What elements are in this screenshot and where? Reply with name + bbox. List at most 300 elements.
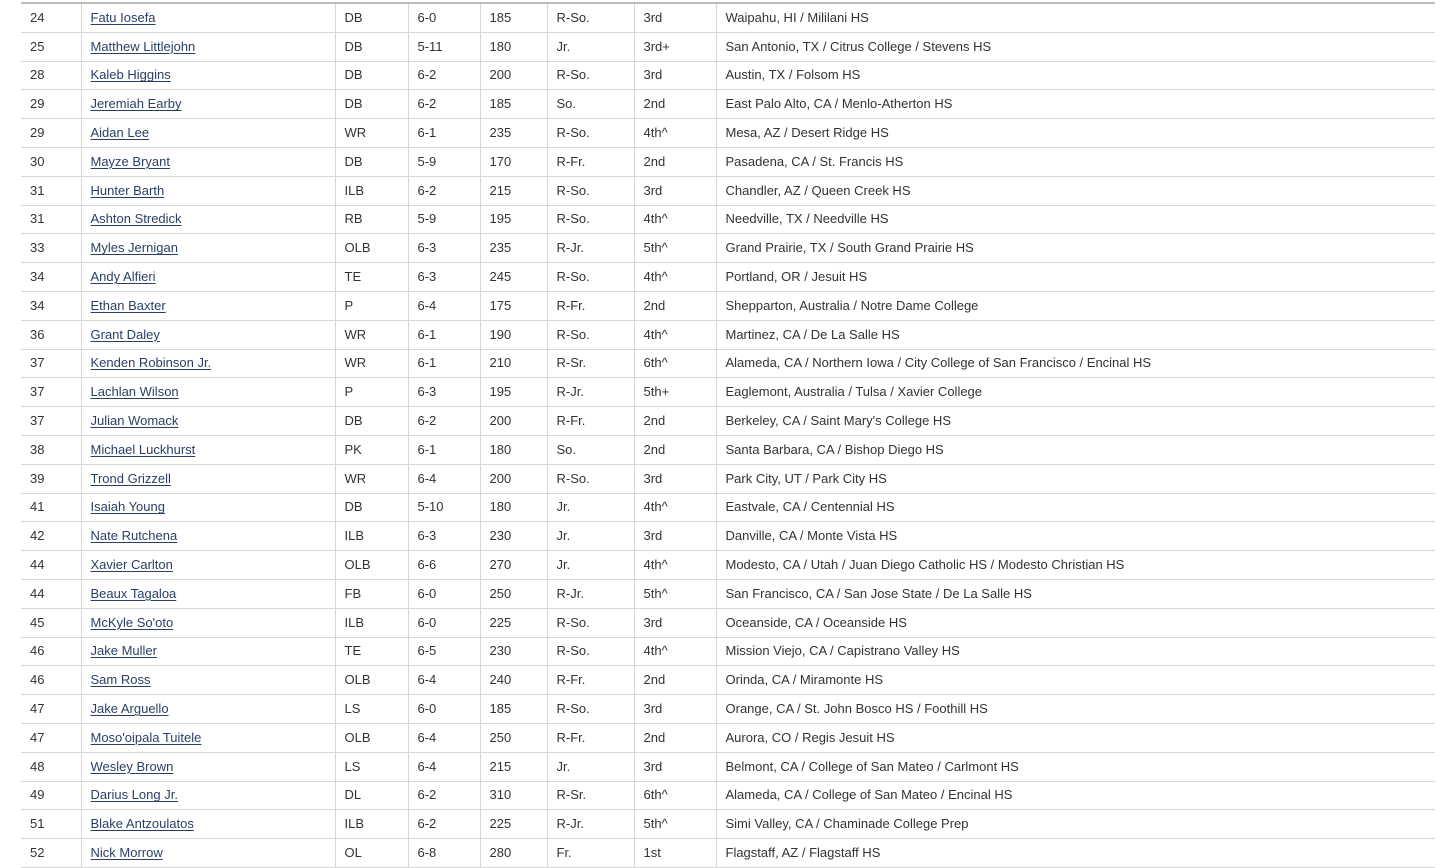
table-row: [21, 723, 1435, 752]
height: 6-4: [408, 464, 480, 493]
hometown: Mesa, AZ / Desert Ridge HS: [716, 119, 1435, 148]
height: 5-9: [408, 205, 480, 234]
player-name-link[interactable]: Nick Morrow: [90, 845, 163, 860]
player-name-cell: [81, 378, 335, 407]
jersey-number: 36: [21, 320, 81, 349]
player-name-link[interactable]: Isaiah Young: [90, 499, 165, 515]
roster-body: [21, 3, 1435, 867]
height: 6-0: [408, 3, 480, 32]
position: OLB: [335, 551, 408, 580]
position: DB: [335, 147, 408, 176]
player-name-cell: [81, 263, 335, 292]
weight: 235: [480, 234, 547, 263]
player-name-cell: [81, 234, 335, 263]
position: OLB: [335, 666, 408, 695]
table-row: [21, 291, 1435, 320]
jersey-number: 47: [21, 695, 81, 724]
jersey-number: 46: [21, 666, 81, 695]
table-row: [21, 435, 1435, 464]
position: RB: [335, 205, 408, 234]
table-row: [21, 752, 1435, 781]
player-name-link[interactable]: Hunter Barth: [90, 182, 165, 198]
player-name-cell: [81, 3, 335, 32]
table-row: [21, 666, 1435, 695]
height: 6-3: [408, 378, 480, 407]
table-row: [21, 147, 1435, 176]
height: 6-1: [408, 320, 480, 349]
player-name-link[interactable]: Fatu Iosefa: [90, 9, 156, 25]
experience: 2nd: [634, 407, 716, 436]
position: WR: [335, 320, 408, 349]
jersey-number: 47: [21, 723, 81, 752]
player-name-link[interactable]: Blake Antzoulatos: [90, 816, 194, 832]
player-name-link[interactable]: Trond Grizzell: [90, 470, 171, 486]
height: 5-10: [408, 493, 480, 522]
class-year: R-Sr.: [547, 781, 634, 810]
roster-table: [21, 2, 1435, 868]
weight: 195: [480, 378, 547, 407]
player-name-cell: [81, 810, 335, 839]
position: P: [335, 291, 408, 320]
class-year: Jr.: [547, 522, 634, 551]
experience: 4th^: [634, 263, 716, 292]
jersey-number: 41: [21, 493, 81, 522]
class-year: R-Jr.: [547, 378, 634, 407]
table-row: [21, 781, 1435, 810]
position: ILB: [335, 810, 408, 839]
class-year: R-Jr.: [547, 579, 634, 608]
jersey-number: 28: [21, 61, 81, 90]
hometown: Santa Barbara, CA / Bishop Diego HS: [716, 435, 1435, 464]
position: LS: [335, 695, 408, 724]
player-name-cell: [81, 839, 335, 868]
player-name-cell: [81, 435, 335, 464]
position: DB: [335, 32, 408, 61]
hometown: Danville, CA / Monte Vista HS: [716, 522, 1435, 551]
hometown: Portland, OR / Jesuit HS: [716, 263, 1435, 292]
class-year: R-Fr.: [547, 147, 634, 176]
experience: 5th^: [634, 234, 716, 263]
hometown: Belmont, CA / College of San Mateo / Carlmont HS: [716, 752, 1435, 781]
position: DB: [335, 61, 408, 90]
player-name-cell: [81, 119, 335, 148]
class-year: R-So.: [547, 464, 634, 493]
class-year: R-So.: [547, 608, 634, 637]
hometown: Alameda, CA / Northern Iowa / City College of San Francisco / Encinal HS: [716, 349, 1435, 378]
table-row: [21, 522, 1435, 551]
class-year: R-Fr.: [547, 291, 634, 320]
hometown: Pasadena, CA / St. Francis HS: [716, 147, 1435, 176]
weight: 200: [480, 407, 547, 436]
hometown: Needville, TX / Needville HS: [716, 205, 1435, 234]
jersey-number: 52: [21, 839, 81, 868]
weight: 200: [480, 464, 547, 493]
jersey-number: 33: [21, 234, 81, 263]
experience: 6th^: [634, 781, 716, 810]
hometown: Flagstaff, AZ / Flagstaff HS: [716, 839, 1435, 868]
table-row: [21, 464, 1435, 493]
player-name-link[interactable]: Grant Daley: [90, 326, 160, 342]
hometown: Austin, TX / Folsom HS: [716, 61, 1435, 90]
height: 6-4: [408, 723, 480, 752]
table-row: [21, 839, 1435, 868]
hometown: Modesto, CA / Utah / Juan Diego Catholic HS / Modesto Christian HS: [716, 551, 1435, 580]
hometown: Waipahu, HI / Mililani HS: [716, 3, 1435, 32]
weight: 280: [480, 839, 547, 868]
table-row: [21, 378, 1435, 407]
weight: 190: [480, 320, 547, 349]
player-name-cell: [81, 781, 335, 810]
player-name-link[interactable]: Myles Jernigan: [90, 240, 178, 256]
height: 6-2: [408, 781, 480, 810]
player-name-cell: [81, 723, 335, 752]
player-name-cell: [81, 90, 335, 119]
hometown: Eastvale, CA / Centennial HS: [716, 493, 1435, 522]
player-name-link[interactable]: Jeremiah Earby: [90, 96, 182, 112]
class-year: R-Jr.: [547, 810, 634, 839]
position: LS: [335, 752, 408, 781]
jersey-number: 51: [21, 810, 81, 839]
experience: 3rd: [634, 695, 716, 724]
jersey-number: 25: [21, 32, 81, 61]
player-name-link[interactable]: Lachlan Wilson: [90, 384, 179, 400]
weight: 225: [480, 810, 547, 839]
hometown: Shepparton, Australia / Notre Dame College: [716, 291, 1435, 320]
hometown: Eaglemont, Australia / Tulsa / Xavier College: [716, 378, 1435, 407]
weight: 180: [480, 32, 547, 61]
position: DB: [335, 493, 408, 522]
experience: 2nd: [634, 90, 716, 119]
class-year: R-Fr.: [547, 723, 634, 752]
experience: 4th^: [634, 205, 716, 234]
table-row: [21, 234, 1435, 263]
weight: 245: [480, 263, 547, 292]
class-year: Jr.: [547, 493, 634, 522]
class-year: R-So.: [547, 263, 634, 292]
class-year: Jr.: [547, 551, 634, 580]
hometown: San Antonio, TX / Citrus College / Stevens HS: [716, 32, 1435, 61]
table-row: [21, 3, 1435, 32]
experience: 3rd: [634, 176, 716, 205]
weight: 230: [480, 637, 547, 666]
player-name-link[interactable]: Mayze Bryant: [90, 153, 170, 169]
weight: 175: [480, 291, 547, 320]
height: 6-3: [408, 522, 480, 551]
player-name-cell: [81, 666, 335, 695]
hometown: Mission Viejo, CA / Capistrano Valley HS: [716, 637, 1435, 666]
player-name-link[interactable]: Xavier Carlton: [90, 557, 173, 573]
player-name-link[interactable]: Jake Muller: [90, 643, 157, 659]
experience: 4th^: [634, 119, 716, 148]
jersey-number: 34: [21, 263, 81, 292]
position: WR: [335, 349, 408, 378]
weight: 180: [480, 493, 547, 522]
height: 6-2: [408, 90, 480, 119]
hometown: Aurora, CO / Regis Jesuit HS: [716, 723, 1435, 752]
player-name-link[interactable]: Julian Womack: [90, 413, 179, 429]
jersey-number: 45: [21, 608, 81, 637]
player-name-link[interactable]: Darius Long Jr.: [90, 787, 178, 803]
player-name-cell: [81, 407, 335, 436]
table-row: [21, 349, 1435, 378]
experience: 1st: [634, 839, 716, 868]
position: FB: [335, 579, 408, 608]
hometown: San Francisco, CA / San Jose State / De La Salle HS: [716, 579, 1435, 608]
jersey-number: 49: [21, 781, 81, 810]
class-year: R-So.: [547, 3, 634, 32]
player-name-cell: [81, 579, 335, 608]
table-row: [21, 320, 1435, 349]
class-year: R-Sr.: [547, 349, 634, 378]
jersey-number: 31: [21, 176, 81, 205]
position: TE: [335, 637, 408, 666]
class-year: R-So.: [547, 176, 634, 205]
position: DB: [335, 90, 408, 119]
height: 6-4: [408, 752, 480, 781]
height: 6-1: [408, 119, 480, 148]
table-row: [21, 90, 1435, 119]
weight: 210: [480, 349, 547, 378]
height: 6-0: [408, 579, 480, 608]
experience: 4th^: [634, 637, 716, 666]
weight: 195: [480, 205, 547, 234]
player-name-cell: [81, 608, 335, 637]
weight: 230: [480, 522, 547, 551]
player-name-cell: [81, 464, 335, 493]
player-name-cell: [81, 522, 335, 551]
height: 6-1: [408, 349, 480, 378]
experience: 6th^: [634, 349, 716, 378]
player-name-link[interactable]: Moso'oipala Tuitele: [90, 729, 202, 745]
experience: 2nd: [634, 435, 716, 464]
table-row: [21, 407, 1435, 436]
class-year: R-So.: [547, 61, 634, 90]
weight: 240: [480, 666, 547, 695]
player-name-cell: [81, 32, 335, 61]
weight: 225: [480, 608, 547, 637]
experience: 4th^: [634, 493, 716, 522]
height: 6-6: [408, 551, 480, 580]
player-name-cell: [81, 695, 335, 724]
height: 6-2: [408, 407, 480, 436]
class-year: Fr.: [547, 839, 634, 868]
height: 6-3: [408, 263, 480, 292]
height: 6-0: [408, 608, 480, 637]
jersey-number: 29: [21, 119, 81, 148]
position: PK: [335, 435, 408, 464]
experience: 3rd: [634, 3, 716, 32]
hometown: Orange, CA / St. John Bosco HS / Foothill HS: [716, 695, 1435, 724]
experience: 2nd: [634, 666, 716, 695]
experience: 4th^: [634, 320, 716, 349]
hometown: Simi Valley, CA / Chaminade College Prep: [716, 810, 1435, 839]
table-row: [21, 119, 1435, 148]
player-name-link[interactable]: Andy Alfieri: [90, 269, 156, 285]
jersey-number: 31: [21, 205, 81, 234]
position: ILB: [335, 608, 408, 637]
class-year: R-Fr.: [547, 407, 634, 436]
class-year: R-Fr.: [547, 666, 634, 695]
player-name-link[interactable]: Matthew Littlejohn: [90, 38, 196, 54]
position: ILB: [335, 176, 408, 205]
position: DB: [335, 407, 408, 436]
experience: 3rd: [634, 464, 716, 493]
player-name-cell: [81, 551, 335, 580]
position: DB: [335, 3, 408, 32]
roster-table-container: [21, 2, 1435, 868]
weight: 310: [480, 781, 547, 810]
jersey-number: 37: [21, 407, 81, 436]
weight: 235: [480, 119, 547, 148]
jersey-number: 39: [21, 464, 81, 493]
height: 6-0: [408, 695, 480, 724]
weight: 250: [480, 579, 547, 608]
weight: 185: [480, 3, 547, 32]
height: 6-3: [408, 234, 480, 263]
class-year: Jr.: [547, 32, 634, 61]
player-name-link[interactable]: Ashton Stredick: [90, 211, 182, 227]
height: 5-9: [408, 147, 480, 176]
player-name-link[interactable]: Sam Ross: [90, 672, 151, 688]
player-name-link[interactable]: Beaux Tagaloa: [90, 585, 177, 601]
player-name-cell: [81, 320, 335, 349]
class-year: R-So.: [547, 637, 634, 666]
weight: 185: [480, 695, 547, 724]
jersey-number: 42: [21, 522, 81, 551]
jersey-number: 44: [21, 579, 81, 608]
player-name-cell: [81, 637, 335, 666]
player-name-link[interactable]: Ethan Baxter: [90, 297, 166, 313]
table-row: [21, 695, 1435, 724]
weight: 185: [480, 90, 547, 119]
height: 6-4: [408, 291, 480, 320]
class-year: R-So.: [547, 320, 634, 349]
table-row: [21, 205, 1435, 234]
jersey-number: 37: [21, 349, 81, 378]
weight: 215: [480, 752, 547, 781]
jersey-number: 48: [21, 752, 81, 781]
class-year: Jr.: [547, 752, 634, 781]
experience: 3rd: [634, 61, 716, 90]
jersey-number: 46: [21, 637, 81, 666]
position: ILB: [335, 522, 408, 551]
class-year: So.: [547, 435, 634, 464]
class-year: R-Jr.: [547, 234, 634, 263]
hometown: Chandler, AZ / Queen Creek HS: [716, 176, 1435, 205]
hometown: Orinda, CA / Miramonte HS: [716, 666, 1435, 695]
player-name-link[interactable]: Michael Luckhurst: [90, 441, 196, 457]
jersey-number: 37: [21, 378, 81, 407]
jersey-number: 29: [21, 90, 81, 119]
jersey-number: 30: [21, 147, 81, 176]
player-name-link[interactable]: Kenden Robinson Jr.: [90, 355, 212, 371]
jersey-number: 34: [21, 291, 81, 320]
position: OLB: [335, 723, 408, 752]
weight: 200: [480, 61, 547, 90]
weight: 215: [480, 176, 547, 205]
height: 5-11: [408, 32, 480, 61]
position: WR: [335, 464, 408, 493]
experience: 2nd: [634, 291, 716, 320]
jersey-number: 44: [21, 551, 81, 580]
hometown: Oceanside, CA / Oceanside HS: [716, 608, 1435, 637]
height: 6-4: [408, 666, 480, 695]
table-row: [21, 263, 1435, 292]
experience: 5th^: [634, 810, 716, 839]
hometown: Park City, UT / Park City HS: [716, 464, 1435, 493]
height: 6-2: [408, 61, 480, 90]
hometown: East Palo Alto, CA / Menlo-Atherton HS: [716, 90, 1435, 119]
position: DL: [335, 781, 408, 810]
experience: 2nd: [634, 723, 716, 752]
player-name-cell: [81, 493, 335, 522]
position: OL: [335, 839, 408, 868]
player-name-cell: [81, 147, 335, 176]
table-row: [21, 176, 1435, 205]
player-name-link[interactable]: Nate Rutchena: [90, 528, 178, 544]
class-year: R-So.: [547, 119, 634, 148]
weight: 180: [480, 435, 547, 464]
player-name-link[interactable]: Wesley Brown: [90, 758, 174, 774]
table-row: [21, 579, 1435, 608]
table-row: [21, 551, 1435, 580]
experience: 3rd+: [634, 32, 716, 61]
height: 6-2: [408, 176, 480, 205]
player-name-link[interactable]: Jake Arguello: [90, 701, 169, 717]
jersey-number: 38: [21, 435, 81, 464]
experience: 3rd: [634, 608, 716, 637]
position: P: [335, 378, 408, 407]
player-name-link[interactable]: Aidan Lee: [90, 125, 150, 141]
player-name-link[interactable]: Kaleb Higgins: [90, 67, 171, 83]
table-row: [21, 810, 1435, 839]
weight: 270: [480, 551, 547, 580]
table-row: [21, 608, 1435, 637]
player-name-cell: [81, 349, 335, 378]
player-name-cell: [81, 205, 335, 234]
experience: 5th^: [634, 579, 716, 608]
hometown: Martinez, CA / De La Salle HS: [716, 320, 1435, 349]
weight: 170: [480, 147, 547, 176]
position: OLB: [335, 234, 408, 263]
position: WR: [335, 119, 408, 148]
class-year: R-So.: [547, 205, 634, 234]
hometown: Alameda, CA / College of San Mateo / Encinal HS: [716, 781, 1435, 810]
table-row: [21, 32, 1435, 61]
player-name-link[interactable]: McKyle So'oto: [90, 614, 174, 630]
position: TE: [335, 263, 408, 292]
player-name-cell: [81, 176, 335, 205]
experience: 2nd: [634, 147, 716, 176]
experience: 3rd: [634, 522, 716, 551]
hometown: Berkeley, CA / Saint Mary's College HS: [716, 407, 1435, 436]
height: 6-5: [408, 637, 480, 666]
class-year: So.: [547, 90, 634, 119]
player-name-cell: [81, 752, 335, 781]
table-row: [21, 637, 1435, 666]
class-year: R-So.: [547, 695, 634, 724]
weight: 250: [480, 723, 547, 752]
jersey-number: 24: [21, 3, 81, 32]
experience: 4th^: [634, 551, 716, 580]
experience: 5th+: [634, 378, 716, 407]
table-row: [21, 61, 1435, 90]
hometown: Grand Prairie, TX / South Grand Prairie HS: [716, 234, 1435, 263]
height: 6-8: [408, 839, 480, 868]
height: 6-2: [408, 810, 480, 839]
experience: 3rd: [634, 752, 716, 781]
player-name-cell: [81, 291, 335, 320]
